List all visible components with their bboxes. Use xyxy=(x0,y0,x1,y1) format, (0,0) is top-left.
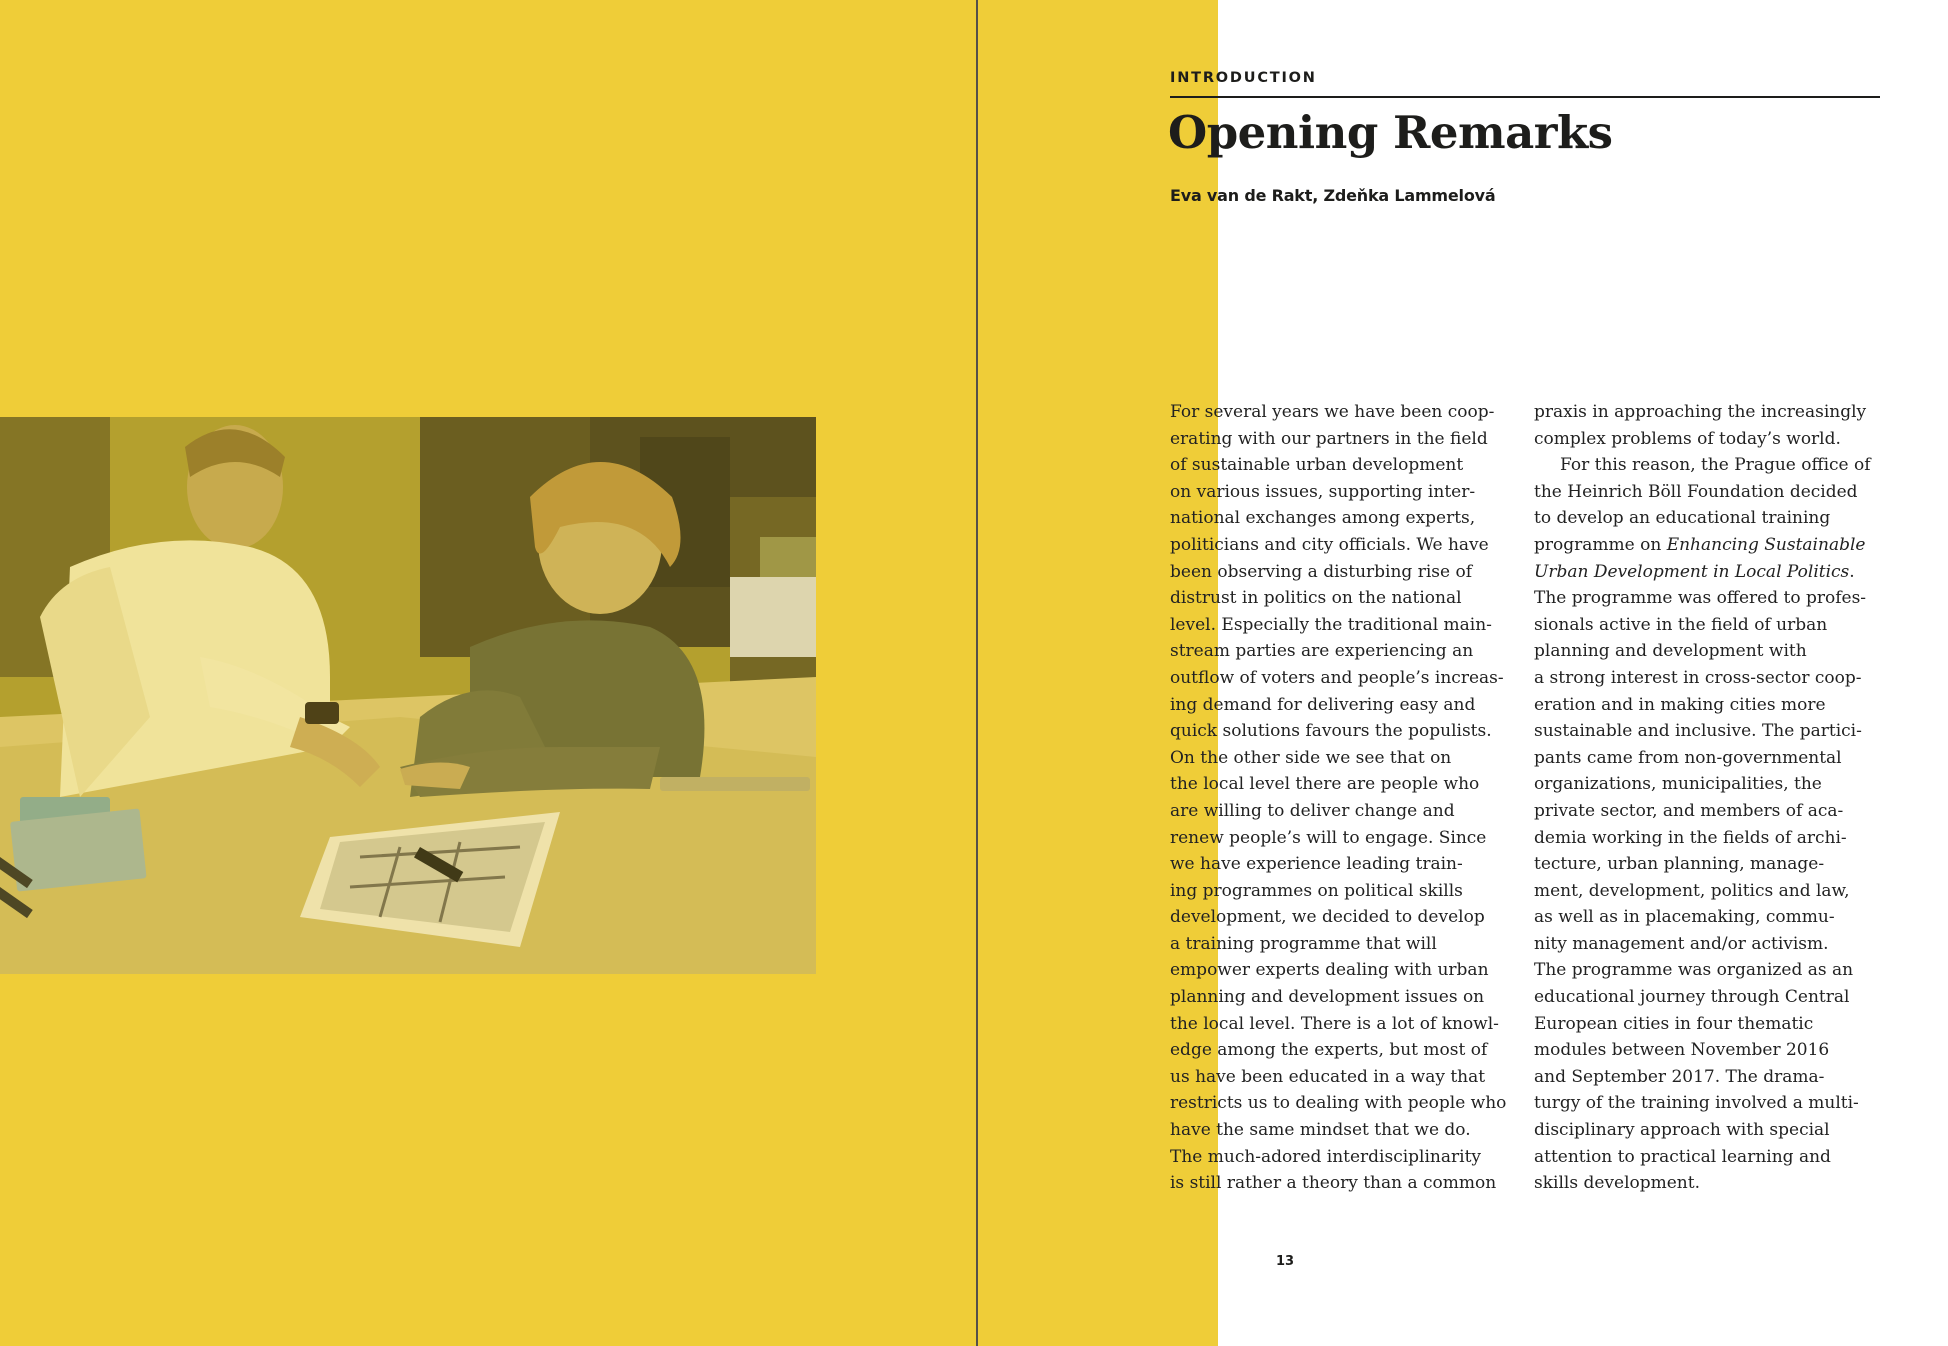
body-text-line: to develop an educational training xyxy=(1534,508,1831,529)
body-text-line: organizations, municipalities, the xyxy=(1534,774,1822,795)
body-text-line: sustainable and inclusive. The partici- xyxy=(1534,721,1862,742)
body-text-line: a training programme that will xyxy=(1170,933,1437,954)
body-text-line: a strong interest in cross-sector coop- xyxy=(1534,667,1862,688)
body-text-line: of sustainable urban development xyxy=(1170,455,1464,476)
body-text-line: stream parties are experiencing an xyxy=(1170,641,1474,662)
photo-two-people-reviewing-map xyxy=(0,417,816,974)
italic-programme-title: Enhancing Sustainable xyxy=(1666,534,1866,555)
body-text-line: as well as in placemaking, commu- xyxy=(1534,907,1835,928)
italic-programme-title: Urban Development in Local Politics xyxy=(1534,561,1850,582)
body-text-line: complex problems of today’s world. xyxy=(1534,428,1841,449)
page-title: Opening Remarks xyxy=(1168,106,1613,159)
body-text-line: ing demand for delivering easy and xyxy=(1170,694,1476,715)
body-text-line: erating with our partners in the field xyxy=(1170,428,1488,449)
body-text-line: disciplinary approach with special xyxy=(1534,1120,1830,1141)
body-text-line: sionals active in the field of urban xyxy=(1534,614,1828,635)
body-text-line: demia working in the fields of archi- xyxy=(1534,827,1847,848)
page-number: 13 xyxy=(1276,1254,1295,1269)
body-text-column-1 xyxy=(1170,399,1520,1197)
body-text-line: have the same mindset that we do. xyxy=(1170,1120,1471,1141)
body-text-line: praxis in approaching the increasingly xyxy=(1534,402,1867,422)
body-text-line: been observing a disturbing rise of xyxy=(1170,561,1472,582)
body-text-line: and September 2017. The drama- xyxy=(1534,1066,1825,1087)
body-text-line: European cities in four thematic xyxy=(1534,1013,1814,1034)
body-text-line: educational journey through Central xyxy=(1534,987,1850,1008)
body-text-line: On the other side we see that on xyxy=(1170,747,1452,768)
body-text-line: turgy of the training involved a multi- xyxy=(1534,1093,1859,1114)
body-text-line xyxy=(1534,532,1884,559)
body-text-line: skills development. xyxy=(1534,1173,1700,1194)
body-text-line: national exchanges among experts, xyxy=(1170,508,1476,529)
body-text-line: private sector, and members of aca- xyxy=(1534,800,1844,821)
body-text-line: on various issues, supporting inter- xyxy=(1170,481,1476,502)
body-text-line: the local level there are people who xyxy=(1170,774,1480,795)
body-text-column-2 xyxy=(1534,399,1884,1197)
body-text-line: pants came from non-governmental xyxy=(1534,747,1842,768)
body-text-line: planning and development with xyxy=(1534,641,1807,662)
body-text-line: The programme was organized as an xyxy=(1534,960,1854,981)
body-text-line: tecture, urban planning, manage- xyxy=(1534,854,1825,875)
body-text-line: The much-adored interdisciplinarity xyxy=(1170,1146,1482,1167)
body-text-line: For this reason, the Prague office of xyxy=(1560,455,1871,476)
body-text-line: restricts us to dealing with people who xyxy=(1170,1093,1507,1114)
book-spine-divider xyxy=(976,0,978,1346)
body-text-line: distrust in politics on the national xyxy=(1170,588,1462,609)
body-text-line: quick solutions favours the populists. xyxy=(1170,721,1492,742)
body-text-line: attention to practical learning and xyxy=(1534,1146,1831,1167)
body-text-line: level. Especially the traditional main- xyxy=(1170,614,1492,635)
body-text-line: the local level. There is a lot of knowl- xyxy=(1170,1013,1499,1034)
body-text-line: politicians and city officials. We have xyxy=(1170,534,1489,555)
section-label: INTRODUCTION xyxy=(1170,70,1317,86)
body-text-line: are willing to deliver change and xyxy=(1170,800,1455,821)
body-text-line: planning and development issues on xyxy=(1170,987,1485,1008)
body-text-line: edge among the experts, but most of xyxy=(1170,1040,1488,1061)
body-text-line: is still rather a theory than a common xyxy=(1170,1173,1497,1194)
body-text-line: the Heinrich Böll Foundation decided xyxy=(1534,481,1858,502)
body-text-line: outflow of voters and people’s increas- xyxy=(1170,667,1504,688)
body-text-line: The programme was offered to profes- xyxy=(1534,588,1867,609)
body-text-line: renew people’s will to engage. Since xyxy=(1170,827,1487,848)
body-text-line: we have experience leading train- xyxy=(1170,854,1463,875)
body-text-line: nity management and/or activism. xyxy=(1534,933,1829,954)
body-text-fragment: . xyxy=(1849,561,1855,582)
body-text-fragment: programme on xyxy=(1534,534,1667,555)
body-text-line: development, we decided to develop xyxy=(1170,907,1485,928)
body-text-line: us have been educated in a way that xyxy=(1170,1066,1486,1087)
section-rule xyxy=(1170,96,1880,98)
body-text-line: eration and in making cities more xyxy=(1534,694,1826,715)
body-text-line xyxy=(1534,559,1884,586)
body-text-line: modules between November 2016 xyxy=(1534,1040,1830,1061)
body-text-line: empower experts dealing with urban xyxy=(1170,960,1489,981)
body-text-line: ing programmes on political skills xyxy=(1170,880,1463,901)
authors-byline: Eva van de Rakt, Zdeňka Lammelová xyxy=(1170,186,1496,205)
body-text-line: ment, development, politics and law, xyxy=(1534,880,1850,901)
body-text-line: For several years we have been coop- xyxy=(1170,402,1495,422)
